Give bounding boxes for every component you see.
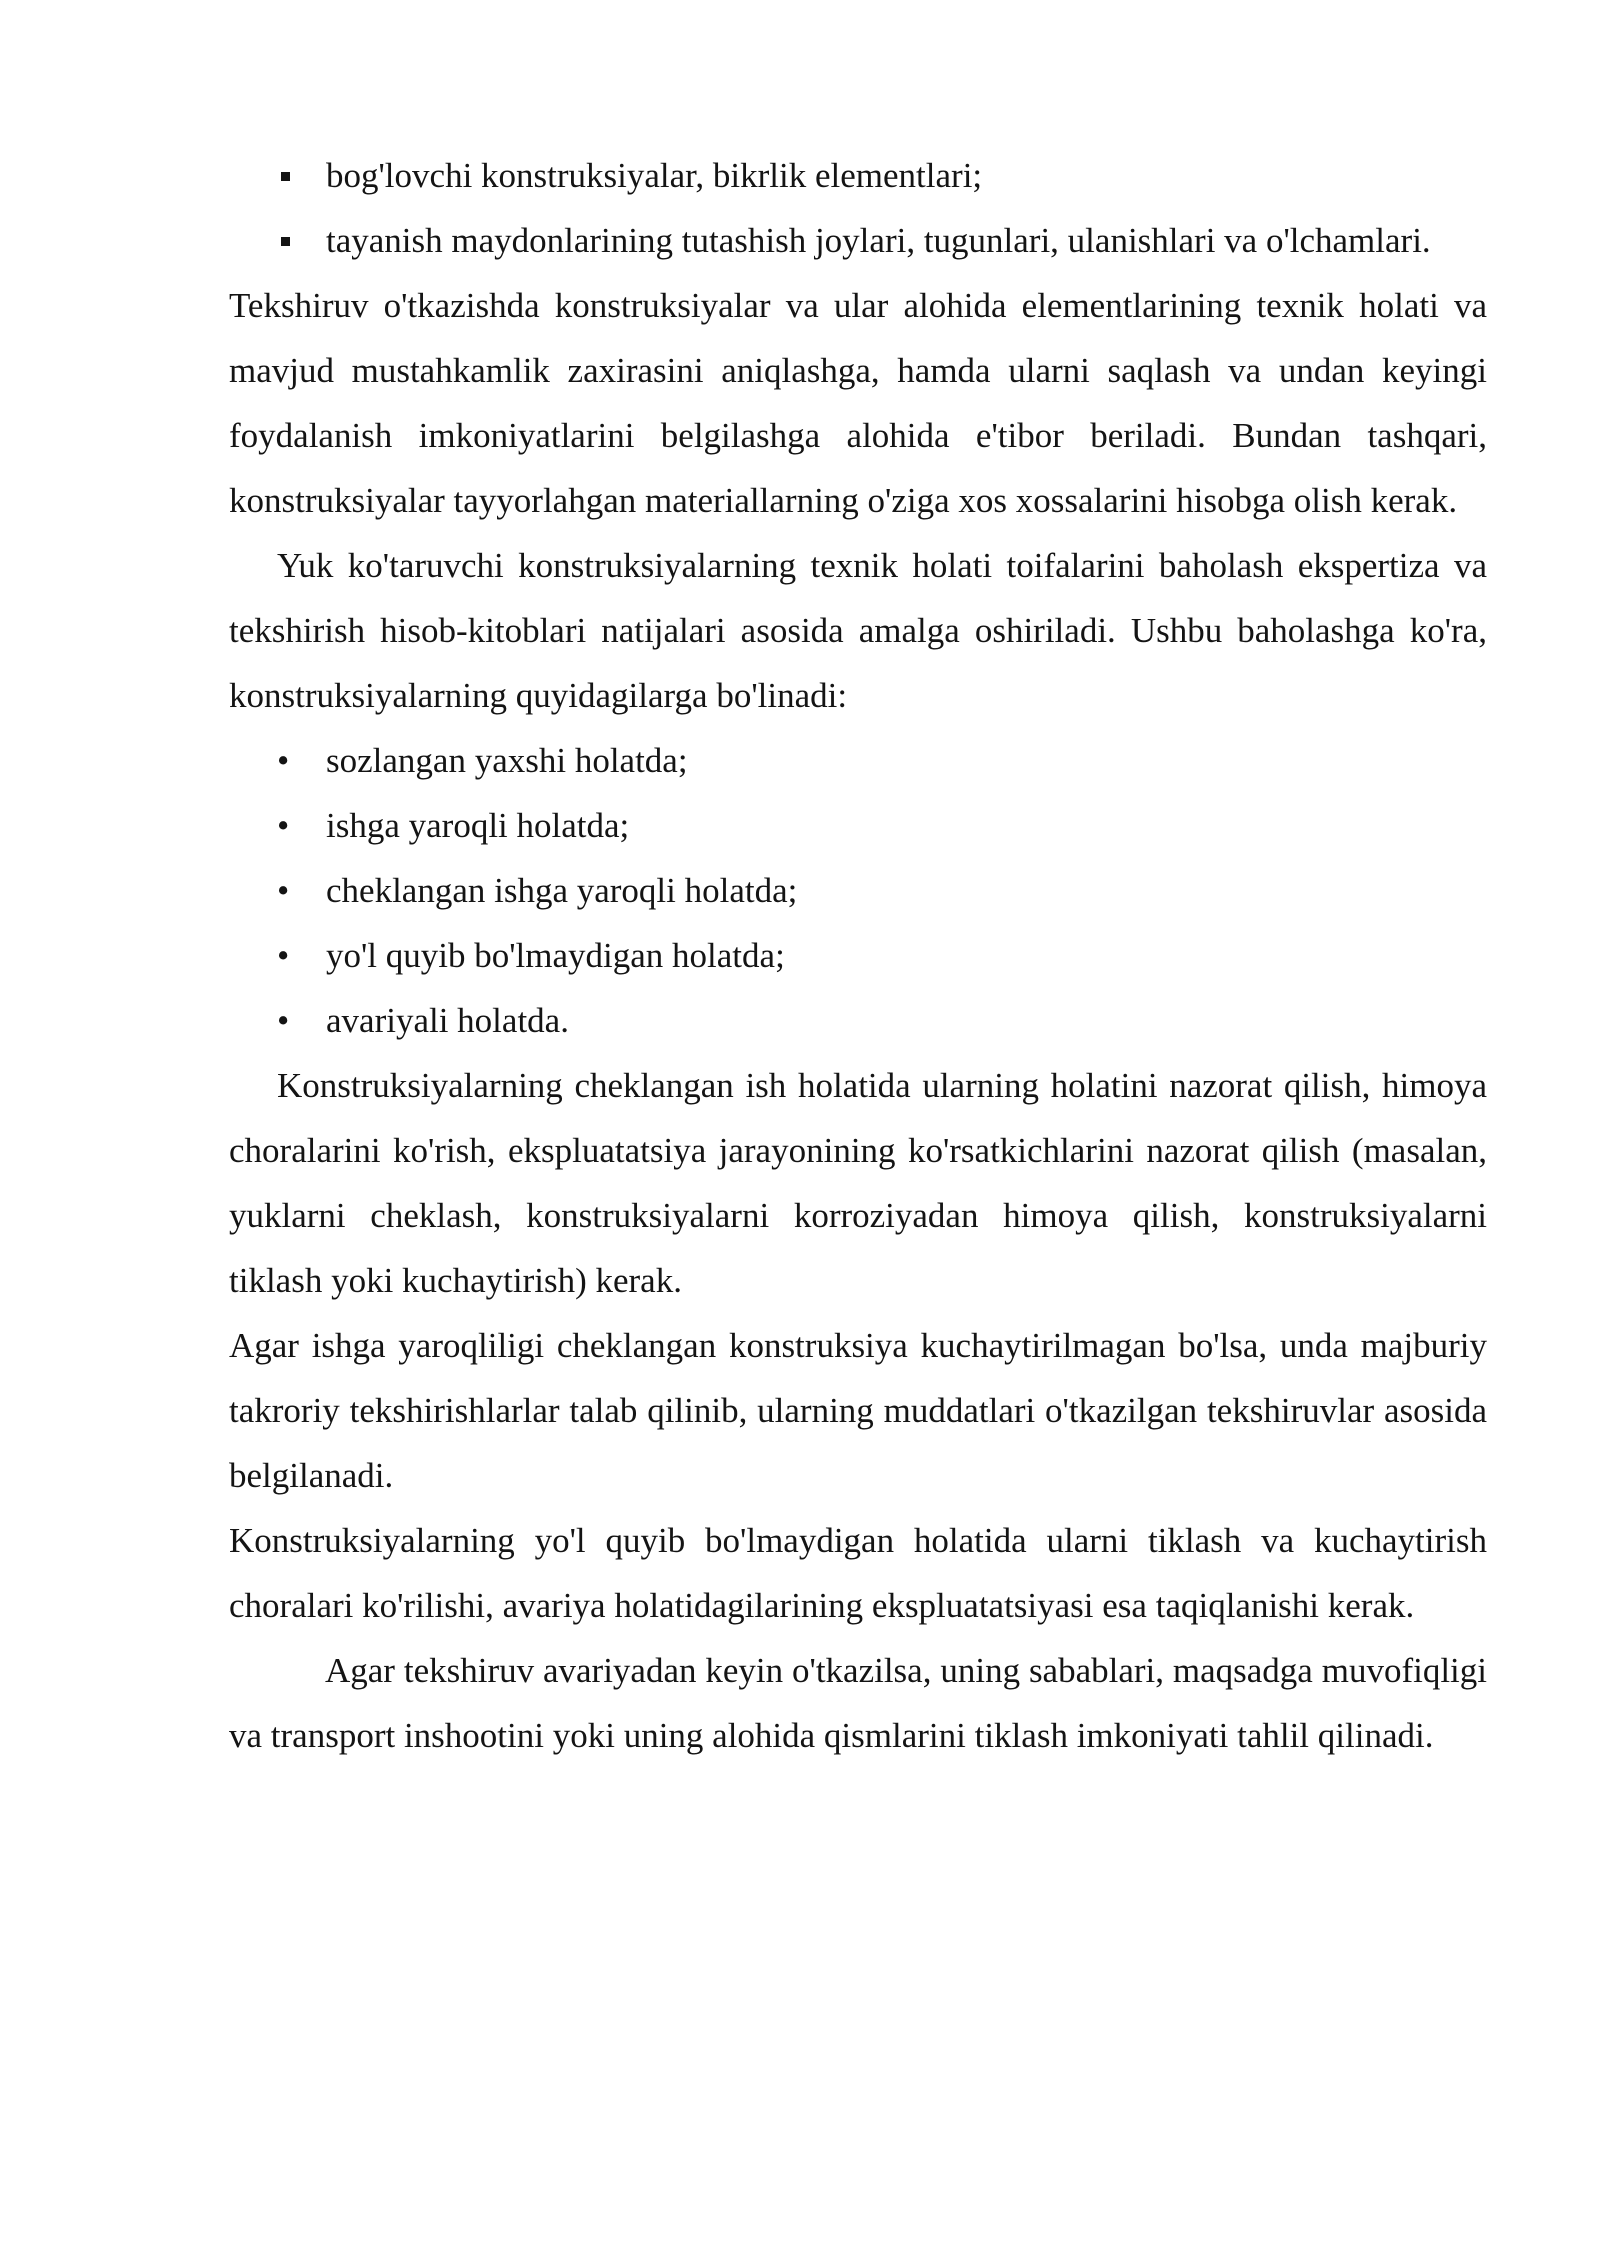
list-item-text: avariyali holatda. xyxy=(326,1001,569,1040)
dot-bullet-list xyxy=(229,728,1487,1053)
square-bullet-icon xyxy=(277,143,307,208)
list-item xyxy=(277,728,1487,793)
list-item-text: yo'l quyib bo'lmaydigan holatda; xyxy=(326,936,785,975)
list-item-text: bog'lovchi konstruksiyalar, bikrlik elementlari; xyxy=(326,156,983,195)
square-bullet-list xyxy=(229,143,1487,273)
list-item-text: tayanish maydonlarining tutashish joylari, tugunlari, ulanishlari va o'lchamlari. xyxy=(326,221,1431,260)
paragraph-unacceptable-state: Konstruksiyalarning yo'l quyib bo'lmaydigan holatida ularni tiklash va kuchaytirish choralari ko'rilishi, avariya holatidagilarining ekspluatatsiyasi esa taqiqlanishi kerak. xyxy=(229,1521,1487,1625)
list-item-text: sozlangan yaxshi holatda; xyxy=(326,741,688,780)
document-page xyxy=(229,143,1487,1768)
list-item xyxy=(277,793,1487,858)
list-item xyxy=(277,858,1487,923)
bullet-dot-icon: • xyxy=(277,871,290,910)
bullet-dot-icon: • xyxy=(277,806,290,845)
paragraph-inspection-focus: Tekshiruv o'tkazishda konstruksiyalar va ular alohida elementlarining texnik holati va mavjud mustahkamlik zaxirasini aniqlashga, hamda ularni saqlash va undan keyingi foydalanish imkoniyatlarini belgilashga alohida e'tibor beriladi. Bundan tashqari, konstruksiyalar tayyorlahgan materiallarning o'ziga xos xossalarini hisobga olish kerak. xyxy=(229,286,1487,520)
list-item-text: ishga yaroqli holatda; xyxy=(326,806,630,845)
paragraph-limited-state: Konstruksiyalarning cheklangan ish holatida ularning holatini nazorat qilish, himoya choralarini ko'rish, ekspluatatsiya jarayonining ko'rsatkichlarini nazorat qilish (masalan, yuklarni cheklash, konstruksiyalarni korroziyadan himoya qilish, konstruksiyalarni tiklash yoki kuchaytirish) kerak. xyxy=(229,1066,1487,1300)
list-item-text: cheklangan ishga yaroqli holatda; xyxy=(326,871,798,910)
paragraph-assessment: Yuk ko'taruvchi konstruksiyalarning texnik holati toifalarini baholash ekspertiza va tekshirish hisob-kitoblari natijalari asosida amalga oshiriladi. Ushbu baholashga ko'ra, konstruksiyalarning quyidagilarga bo'linadi: xyxy=(229,546,1487,715)
square-bullet-icon xyxy=(277,208,307,273)
list-item xyxy=(277,923,1487,988)
paragraph-after-accident: Agar tekshiruv avariyadan keyin o'tkazilsa, uning sabablari, maqsadga muvofiqligi va transport inshootini yoki uning alohida qismlarini tiklash imkoniyati tahlil qilinadi. xyxy=(229,1651,1487,1755)
list-item xyxy=(326,208,1487,273)
bullet-dot-icon: • xyxy=(277,1001,290,1040)
bullet-dot-icon: • xyxy=(277,936,290,975)
paragraph-repeat-inspections: Agar ishga yaroqliligi cheklangan konstruksiya kuchaytirilmagan bo'lsa, unda majburiy takroriy tekshirishlarlar talab qilinib, ularning muddatlari o'tkazilgan tekshiruvlar asosida belgilanadi. xyxy=(229,1326,1487,1495)
bullet-dot-icon: • xyxy=(277,741,290,780)
list-item xyxy=(277,988,1487,1053)
list-item xyxy=(326,143,1487,208)
